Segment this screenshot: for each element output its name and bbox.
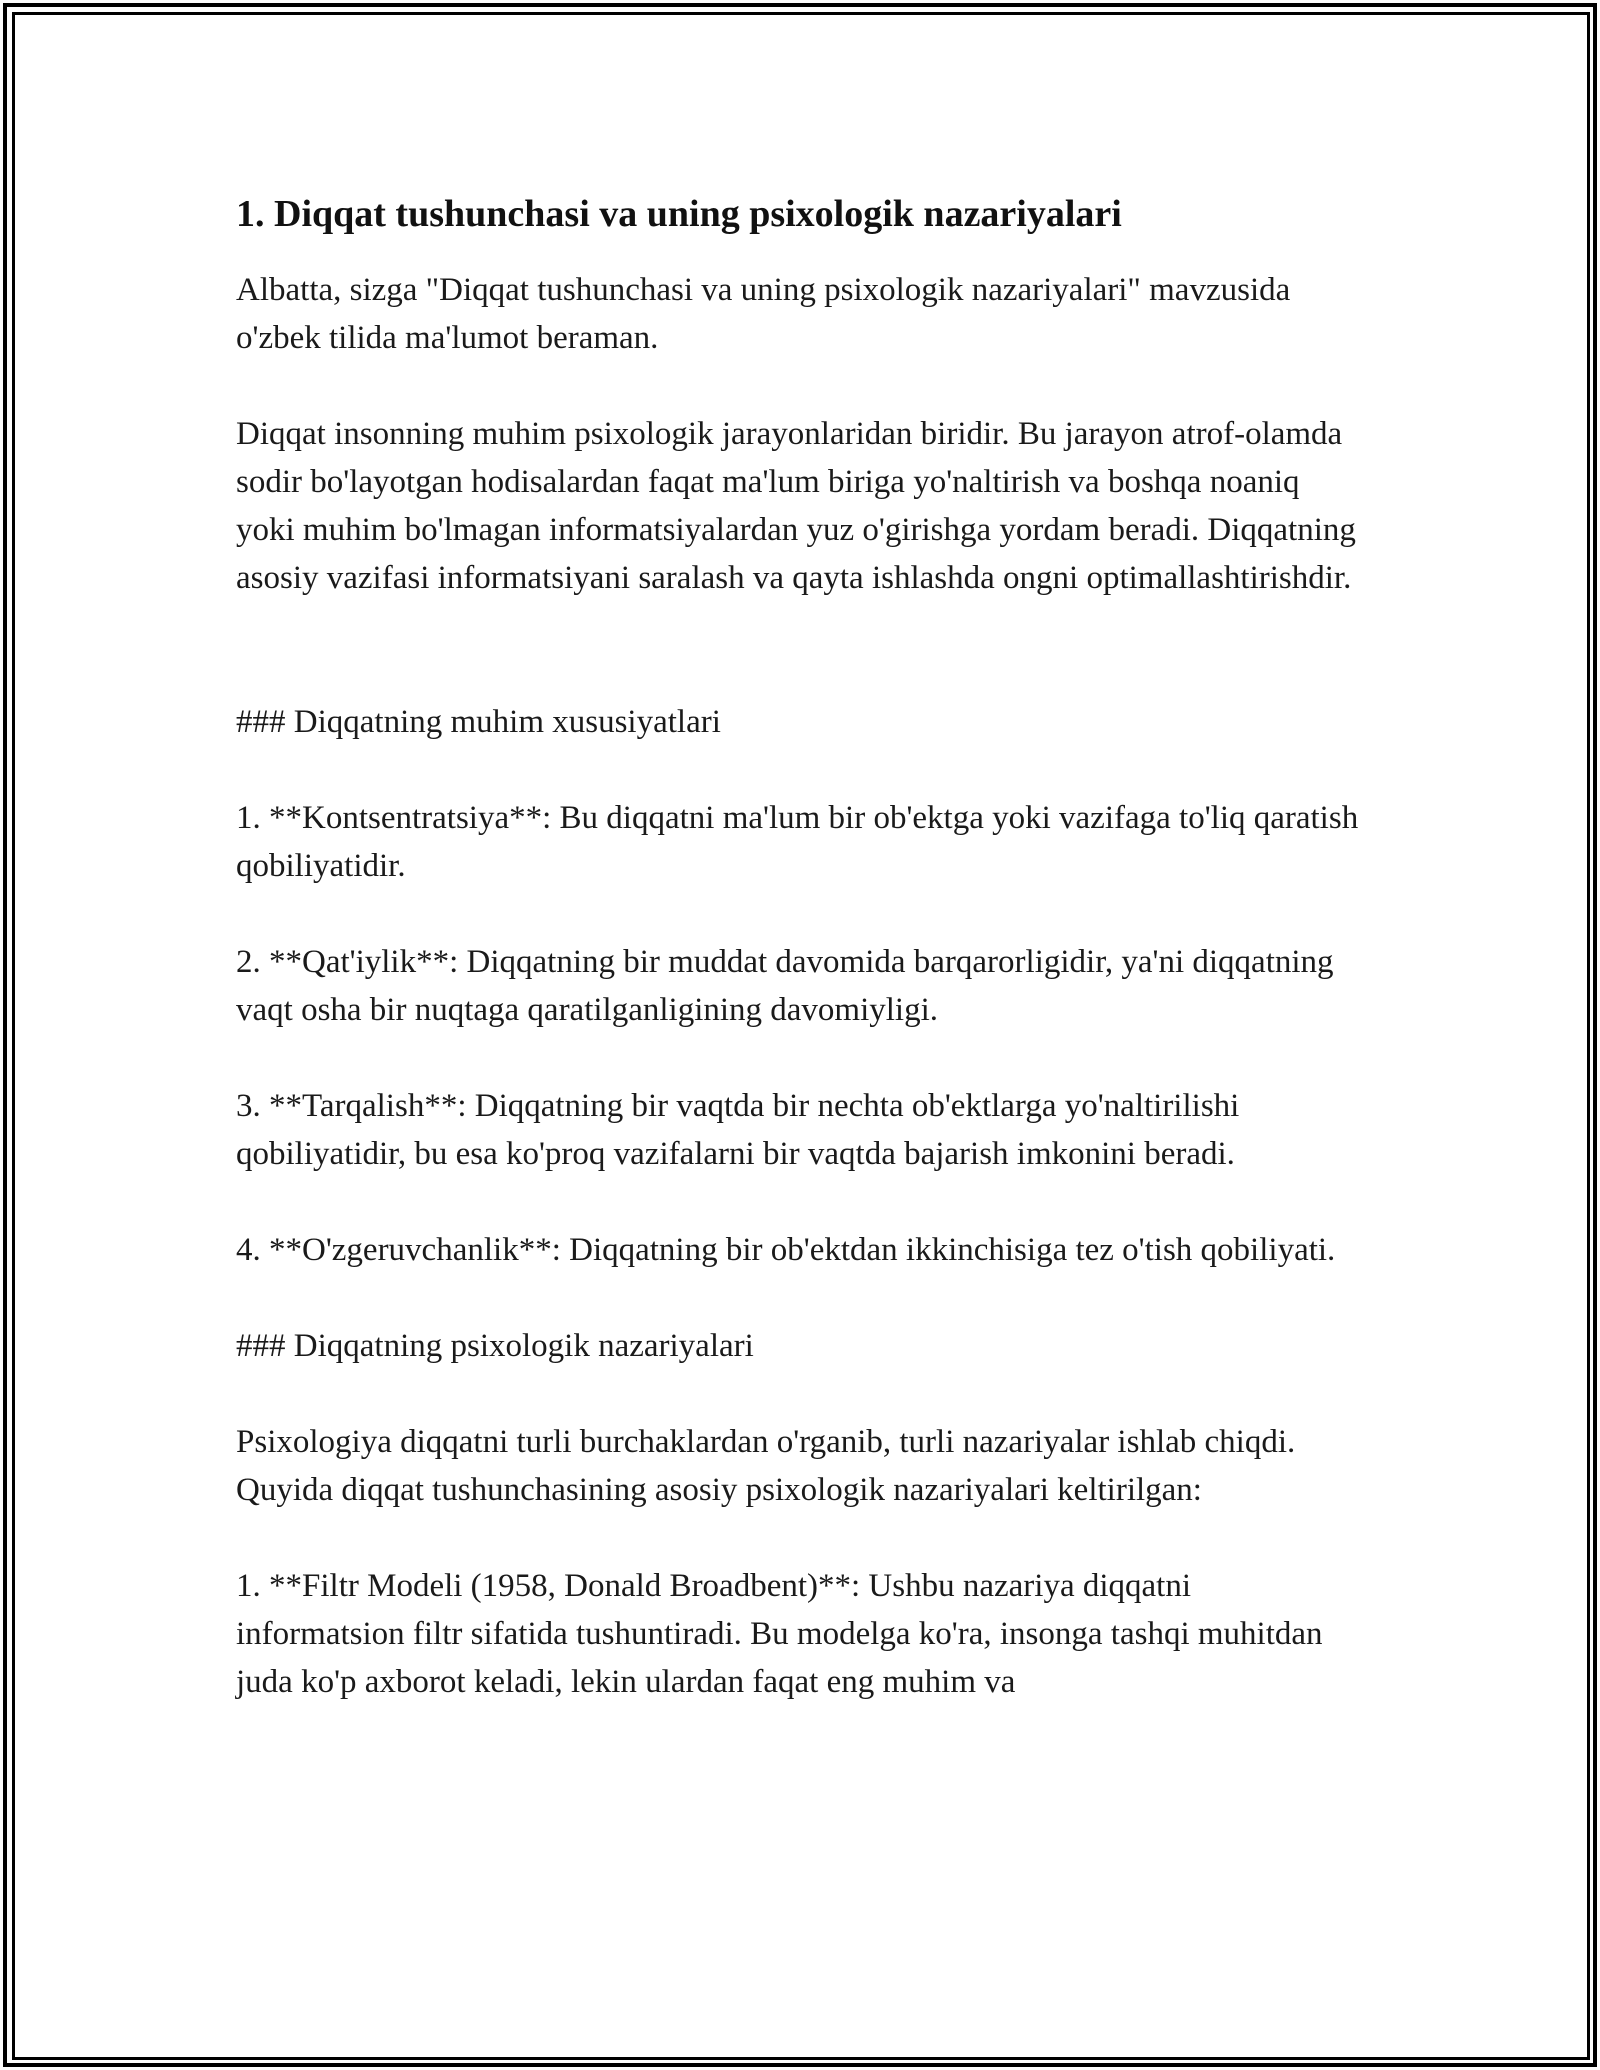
list-item-3: 3. **Tarqalish**: Diqqatning bir vaqtda bir nechta ob'ektlarga yo'naltirilishi qobiliyatidir, bu esa ko'proq vazifalarni bir vaqtda bajarish imkonini beradi. xyxy=(236,1088,1240,1172)
definition-paragraph: Diqqat insonning muhim psixologik jarayonlaridan biridir. Bu jarayon atrof-olamda sodir bo'layotgan hodisalardan faqat ma'lum biriga yo'naltirish va boshqa noaniq yoki muhim bo'lmagan informatsiyalardan yuz o'girishga yordam beradi. Diqqatning asosiy vazifasi informatsiyani saralash va qayta ishlashda ongni optimallashtirishdir. xyxy=(236,416,1356,596)
theories-intro-paragraph: Psixologiya diqqatni turli burchaklardan o'rganib, turli nazariyalar ishlab chiqdi. Quyida diqqat tushunchasining asosiy psixologik nazariyalari keltirilgan: xyxy=(236,1424,1296,1508)
document-title: 1. Diqqat tushunchasi va uning psixologik nazariyalari xyxy=(236,193,1122,235)
section-heading-properties: ### Diqqatning muhim xususiyatlari xyxy=(236,704,721,740)
theory-item-1: 1. **Filtr Modeli (1958, Donald Broadbent)**: Ushbu nazariya diqqatni informatsion filtr sifatida tushuntiradi. Bu modelga ko'ra, insonga tashqi muhitdan juda ko'p axborot keladi, lekin ulardan faqat eng muhim va xyxy=(236,1568,1323,1700)
list-item-2: 2. **Qat'iylik**: Diqqatning bir muddat davomida barqarorligidir, ya'ni diqqatning vaqt osha bir nuqtaga qaratilganligining davomiyligi. xyxy=(236,944,1334,1028)
list-item-4: 4. **O'zgeruvchanlik**: Diqqatning bir ob'ektdan ikkinchisiga tez o'tish qobiliyati. xyxy=(236,1232,1336,1268)
section-heading-theories: ### Diqqatning psixologik nazariyalari xyxy=(236,1328,754,1364)
list-item-1: 1. **Kontsentratsiya**: Bu diqqatni ma'lum bir ob'ektga yoki vazifaga to'liq qaratish qobiliyatidir. xyxy=(236,800,1359,884)
intro-paragraph: Albatta, sizga "Diqqat tushunchasi va uning psixologik nazariyalari" mavzusida o'zbek tilida ma'lumot beraman. xyxy=(236,272,1291,356)
document-page xyxy=(236,186,1366,1706)
